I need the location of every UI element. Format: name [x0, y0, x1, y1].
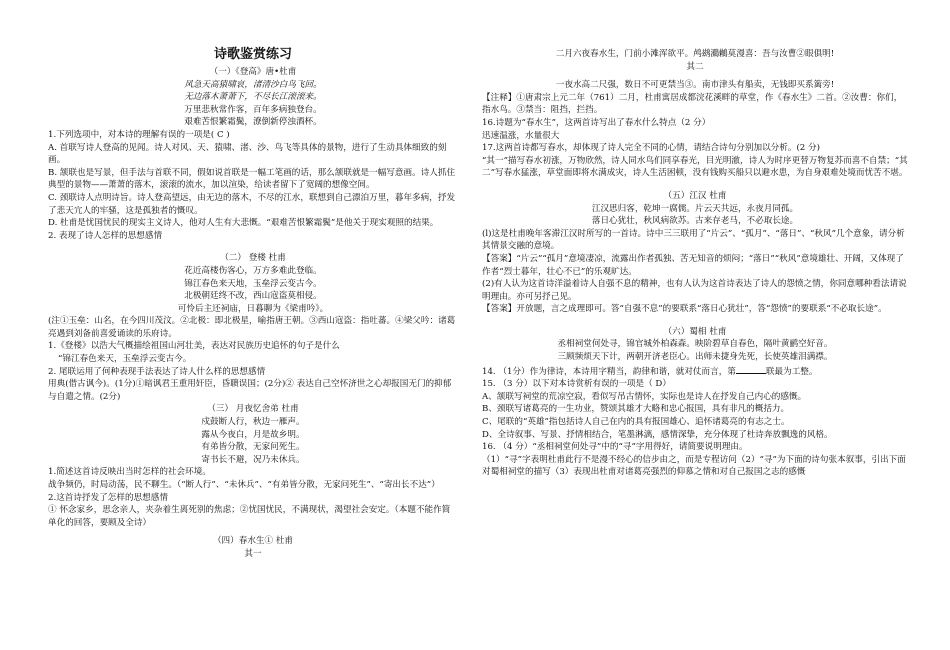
question-text: 联最为工整。: [765, 366, 818, 377]
left-column: [48, 46, 458, 561]
option-b: B. 颔联也是写景，但手法与首联不同，假如说首联是一幅工笔画的话，那么颔联就是一幅写意画。诗人抓住典型的景物——萧萧的落木，滚滚的流水，加以渲染，给读者留下了宽阔的想像空间。: [48, 167, 456, 191]
poem-line: 二月六夜春水生，门前小滩浑欲平。鸬鹚鸂鶒莫漫喜：吾与汝曹②眼俱明!: [555, 49, 835, 59]
poem-line: 锦江春色来天地，玉垒浮云变古今。: [184, 278, 322, 289]
poem-line: 三顾频烦天下计，两朝开济老臣心。出师未捷身先死，长使英雄泪满襟。: [557, 352, 833, 363]
option-c: C、尾联的“英雄”指包括诗人自己在内的具有报国雄心、追怀诸葛亮的有志之士。: [482, 417, 790, 428]
option-b: B、颈联写诸葛亮的一生功业，赞颂其雄才大略和忠心报国，具有非凡的概括力。: [482, 404, 790, 415]
poem-line: 无边落木萧萧下，不尽长江滚滚来。: [184, 92, 322, 103]
poem-heading-2: （二） 登楼 杜甫: [220, 253, 286, 264]
question: 17.这两首诗都写春水，却体现了诗人完全不同的心情，请结合诗句分别加以分析。(2 分): [482, 143, 820, 154]
option-a: A. 首联写诗人登高的见闻。诗人对风、天、猿啸、渚、沙、鸟飞等具体的景物，进行了生动具体细致的刻画。: [48, 142, 447, 166]
poem-line: 戍鼓断人行，秋边一雁声。: [201, 417, 305, 428]
poem-line: 丞相祠堂何处寻，锦官城外柏森森。映阶碧草自春色，隔叶黄鹂空好音。: [557, 339, 833, 350]
option-c: C. 颈联诗人点明诗旨。诗人登高望远，由无边的落木，不尽的江水，联想到自己漂泊万里，暮年多病，抒发了悲天宂人的牢骚，这是孤独者的慨叹。: [48, 192, 456, 216]
answer: （1）“寻”字表明杜甫此行不是漫不经心的信步由之，而是专程访问（2）“寻”为下面的诗句张本叙事，引出下面对蜀相祠堂的描写（3）表现出杜甫对诸葛亮强烈的仰慕之情和对自己报国之志的感慨: [482, 454, 906, 478]
question: 2. 表现了诗人怎样的思想感情: [48, 230, 163, 241]
poem-line: 寄书长不避，况乃未休兵。: [201, 454, 305, 465]
question: 2.这首诗抒发了怎样的思想感情: [48, 492, 168, 503]
option-d: D、全诗叙事、写景、抒情相结合，笔墨淋漓，感情深挚，充分体现了杜诗奔放飘逸的风格。: [482, 429, 833, 440]
poem-line: 露从今夜白，月是故乡明。: [201, 429, 305, 440]
poem-line: 可怜后主还祠庙，日暮聊为《梁甫吟》。: [177, 303, 329, 314]
poem-line: 落日心犹壮，秋风病欲苏。古来存老马，不必取长途。: [591, 216, 799, 227]
poem-line: 江汉思归客，乾坤一腐儒。片云天共远，永夜月同孤。: [591, 203, 799, 214]
question: [482, 364, 908, 379]
question: 15. （3 分）以下对本诗赏析有误的一项是（ D）: [482, 379, 671, 390]
answer: 【答案】“片云”“孤月”意境凄凉，流露出作者孤独、苦无知音的烦闷；“落日”“秋风”意境雄壮、开阔，又体现了作者“烈士暮年，壮心不已”的乐观旷达。: [482, 253, 904, 277]
question: 16.诗题为“春水生”，这两首诗写出了春水什么特点（2 分）: [482, 117, 711, 128]
poem-line: 一夜水高二尺强，数日不可更禁当③。南市津头有船卖，无钱即买系篱旁!: [555, 80, 835, 91]
question: 1.《登楼》以浩大气概描绘祖国山河壮美，表达对民族历史追怀的句子是什么: [48, 341, 340, 352]
right-column: [482, 48, 908, 479]
poem-line: 有弟皆分散，无家问死生。: [201, 442, 305, 453]
answer: 战争频仍，时局动荡，民不聊生。（“断人行”、“未休兵”、“有弟皆分散，无家问死生”、“寄出长不达”）: [48, 480, 440, 490]
poem-heading-3: （三） 月夜忆舍弟 杜甫: [207, 404, 299, 415]
poem-heading-1: （一）《登高》唐•杜甫: [209, 67, 297, 77]
annotation: (注①玉垒：山名，在今四川茂汶。②北极：即北极星，喻指唐王朝。③西山寇盗：指吐蕃。④梁父吟：诸葛亮遇到刘备前喜爱诵读的乐府诗。: [48, 316, 456, 339]
poem-subheading: 其一: [244, 548, 262, 559]
question: 16. （4 分）“丞相祠堂何处寻”中的“寻”字用得好，请简要说明理由。: [482, 442, 748, 453]
answer: “锦江春色来天，玉垒浮云变古今。: [58, 354, 192, 365]
annotation: 【注释】①唐肃宗上元二年（761）二月，杜甫寓居成都浣花溪畔的草堂，作《春水生》二首。②汝曹：你们，指水鸟。③禁当：阻挡，拦挡。: [482, 92, 903, 116]
page-title: 诗歌鉴赏练习: [213, 47, 292, 62]
answer: “其一”描写春水初涨，万物欣然，诗人同水鸟们同享春光，目光明澈，诗人为时序更替万物复苏而喜不自禁；“其二”写春水猛涨，草堂面即将水满成灾，诗人生活困顿，没有钱购买船只以避水患，为自身艰难处境而忧苦不堪。: [482, 155, 908, 179]
poem-heading-4: （四）春水生① 杜甫: [212, 536, 294, 547]
question: 2. 尾联运用了何种表现手法表达了诗人什么样的思想感情: [48, 366, 266, 377]
fill-blank: [736, 364, 766, 374]
question: (l)这是杜甫晚年客滞江汉时所写的一首诗。诗中三三联用了“片云”、“孤月”、“落日”、“秋风”几个意象，请分析其情景交融的意境。: [482, 228, 905, 252]
answer: 【答案】开放题，言之成理即可。答“自强不息”的要联系“落日心犹壮”，答“怨愤”的要联系“不必取长途”。: [482, 304, 887, 315]
question: (2)有人认为这首诗洋溢着诗人自强不息的精神，也有人认为这首诗表达了诗人的怨愤之情，你同意哪种看法请说明理由。亦可另抒己见。: [482, 279, 907, 302]
poem-line: 风急天高猿啸哀，渚清沙白鸟飞回。: [184, 79, 322, 90]
poem-line: 花近高楼伤客心，万方多难此登临。: [184, 265, 322, 276]
answer: ① 怀念家乡，思念亲人，夹杂着生离死别的焦虑；②忧国忧民，不满现状，渴望社会安定。（本题不能作简单化的回答，要顾及全诗）: [48, 505, 451, 528]
answer: 迅速温涨，水量很大: [482, 130, 560, 141]
answer: 用典(借古讽今)。(1分)①暗讽君王重用奸臣，昏聩误国；(2分)② 表达自己空怀济世之心却报国无门的抑郁与自遣之情。(2分): [48, 379, 452, 402]
question: 1.下列选项中，对本诗的理解有误的一项是( C ): [48, 129, 230, 140]
question-text: 14. （1分）作为律诗，本诗用字精当，韵律和谐，就对仗而言，第: [482, 366, 736, 377]
poem-line: 万里悲秋常作客，百年多病独登台。: [184, 104, 322, 115]
question: 1.简述这首诗反映出当时怎样的社会环境。: [48, 467, 211, 478]
poem-heading-5: （五）江汉 杜甫: [663, 190, 727, 201]
option-d: D. 杜甫是忧国忧民的现实主义诗人，他对人生有大悲慨。“艰难苦恨繁霜鬓”是他关于现实观照的结果。: [48, 218, 439, 229]
poem-heading-6: （六）蜀相 杜甫: [663, 326, 727, 337]
poem-subheading: 其二: [686, 61, 704, 72]
poem-line: 北极朝廷终不改，西山寇盗莫相侵。: [184, 291, 322, 302]
option-a: A、颔联写祠堂的荒凉空寂，看似写吊古情怀，实际也是诗人在抒发自己内心的感慨。: [482, 391, 807, 402]
poem-line: 艰难苦恨繁霜鬓，潦倒新停浊酒杯。: [184, 117, 322, 128]
